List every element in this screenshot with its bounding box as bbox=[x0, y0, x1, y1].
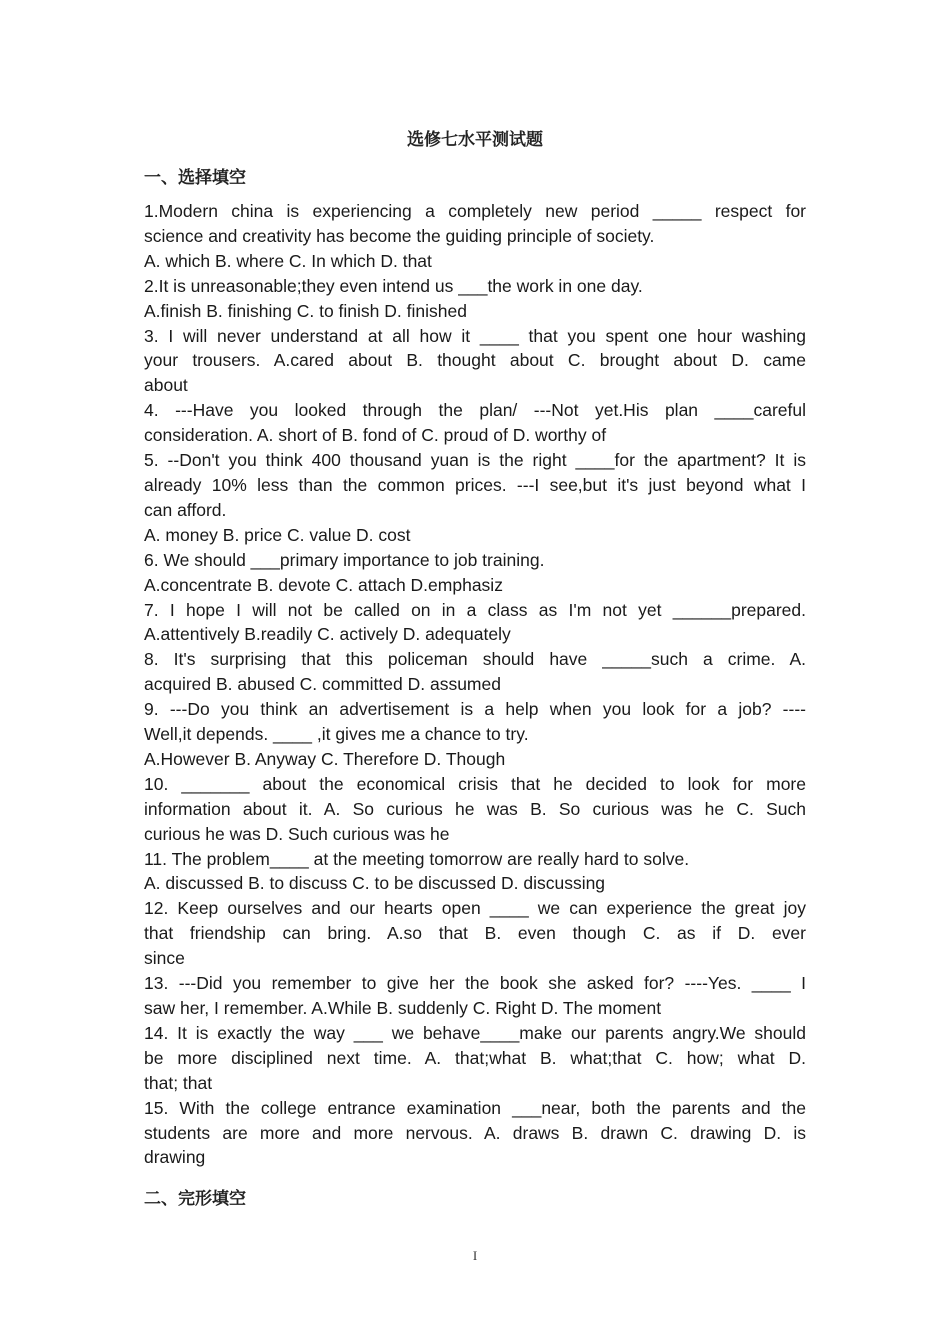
question-line: 5. --Don't you think 400 thousand yuan is the right ____for the apartment? It is bbox=[144, 450, 806, 471]
question-line: A. which B. where C. In which D. that bbox=[144, 250, 432, 271]
question-line: 11. The problem____ at the meeting tomorrow are really hard to solve. bbox=[144, 848, 690, 869]
question-block bbox=[144, 548, 806, 573]
question-line: 3. I will never understand at all how it ____ that you spent one hour washing bbox=[144, 325, 806, 346]
question-line: your trousers. A.cared about B. thought about C. brought about D. came bbox=[144, 350, 806, 371]
question-block bbox=[144, 324, 806, 399]
question-line: 7. I hope I will not be called on in a class as I'm not yet ______prepared. bbox=[144, 599, 806, 620]
question-block bbox=[144, 398, 806, 448]
question-block bbox=[144, 697, 806, 747]
question-line: A.concentrate B. devote C. attach D.emphasiz bbox=[144, 574, 503, 595]
question-line: A.However B. Anyway C. Therefore D. Though bbox=[144, 748, 506, 769]
question-line: information about it. A. So curious he was B. So curious was he C. Such bbox=[144, 798, 806, 819]
question-line: that friendship can bring. A.so that B. even though C. as if D. ever bbox=[144, 923, 806, 944]
question-block bbox=[144, 299, 806, 324]
question-block bbox=[144, 871, 806, 896]
question-block bbox=[144, 896, 806, 971]
question-block bbox=[144, 747, 806, 772]
question-block bbox=[144, 523, 806, 548]
section-heading-cloze: 二、完形填空 bbox=[144, 1189, 246, 1209]
question-line: 15. With the college entrance examination ___near, both the parents and the bbox=[144, 1097, 806, 1118]
question-block bbox=[144, 448, 806, 523]
question-line: consideration. A. short of B. fond of C. proud of D. worthy of bbox=[144, 425, 607, 446]
question-line: drawing bbox=[144, 1147, 206, 1168]
question-line: 6. We should ___primary importance to job training. bbox=[144, 549, 545, 570]
question-line: can afford. bbox=[144, 499, 227, 520]
question-block bbox=[144, 971, 806, 1021]
question-block bbox=[144, 1096, 806, 1171]
question-line: 1.Modern china is experiencing a completely new period _____ respect for bbox=[144, 201, 806, 221]
question-line: A.finish B. finishing C. to finish D. finished bbox=[144, 300, 467, 321]
question-line: be more disciplined next time. A. that;what B. what;that C. how; what D. bbox=[144, 1047, 806, 1068]
question-line: 9. ---Do you think an advertisement is a help when you look for a job? ---- bbox=[144, 699, 806, 720]
question-block bbox=[144, 199, 806, 249]
question-line: that; that bbox=[144, 1072, 213, 1093]
question-line: 10. _______ about the economical crisis that he decided to look for more bbox=[144, 773, 806, 794]
question-line: science and creativity has become the guiding principle of society. bbox=[144, 225, 655, 246]
question-line: saw her, I remember. A.While B. suddenly C. Right D. The moment bbox=[144, 998, 662, 1018]
section-heading-multiple-choice: 一、选择填空 bbox=[144, 168, 246, 188]
question-line: about bbox=[144, 375, 188, 396]
question-line: 13. ---Did you remember to give her the book she asked for? ----Yes. ____ I bbox=[144, 973, 806, 994]
question-line: curious he was D. Such curious was he bbox=[144, 823, 450, 844]
question-line: 4. ---Have you looked through the plan/ ---Not yet.His plan ____careful bbox=[144, 400, 806, 421]
question-line: 8. It's surprising that this policeman should have _____such a crime. A. bbox=[144, 649, 806, 670]
question-block bbox=[144, 274, 806, 299]
question-line: 2.It is unreasonable;they even intend us ___the work in one day. bbox=[144, 275, 643, 296]
question-line: since bbox=[144, 948, 185, 969]
question-line: 12. Keep ourselves and our hearts open ____ we can experience the great joy bbox=[144, 898, 806, 919]
question-line: 14. It is exactly the way ___ we behave____make our parents angry.We should bbox=[144, 1022, 806, 1043]
page-number: I bbox=[472, 1248, 478, 1263]
question-line: students are more and more nervous. A. draws B. drawn C. drawing D. is bbox=[144, 1122, 806, 1143]
question-line: already 10% less than the common prices. ---I see,but it's just beyond what I bbox=[144, 474, 806, 495]
question-block bbox=[144, 249, 806, 274]
question-list bbox=[144, 199, 806, 1170]
question-line: acquired B. abused C. committed D. assumed bbox=[144, 674, 501, 695]
question-line: Well,it depends. ____ ,it gives me a chance to try. bbox=[144, 724, 529, 745]
question-block bbox=[144, 573, 806, 598]
page-title: 选修七水平测试题 bbox=[407, 130, 543, 150]
question-block bbox=[144, 598, 806, 648]
question-block bbox=[144, 847, 806, 872]
question-block bbox=[144, 772, 806, 847]
question-line: A.attentively B.readily C. actively D. adequately bbox=[144, 624, 511, 645]
question-block bbox=[144, 1021, 806, 1096]
question-line: A. money B. price C. value D. cost bbox=[144, 524, 411, 545]
question-block bbox=[144, 647, 806, 697]
question-line: A. discussed B. to discuss C. to be discussed D. discussing bbox=[144, 873, 606, 894]
